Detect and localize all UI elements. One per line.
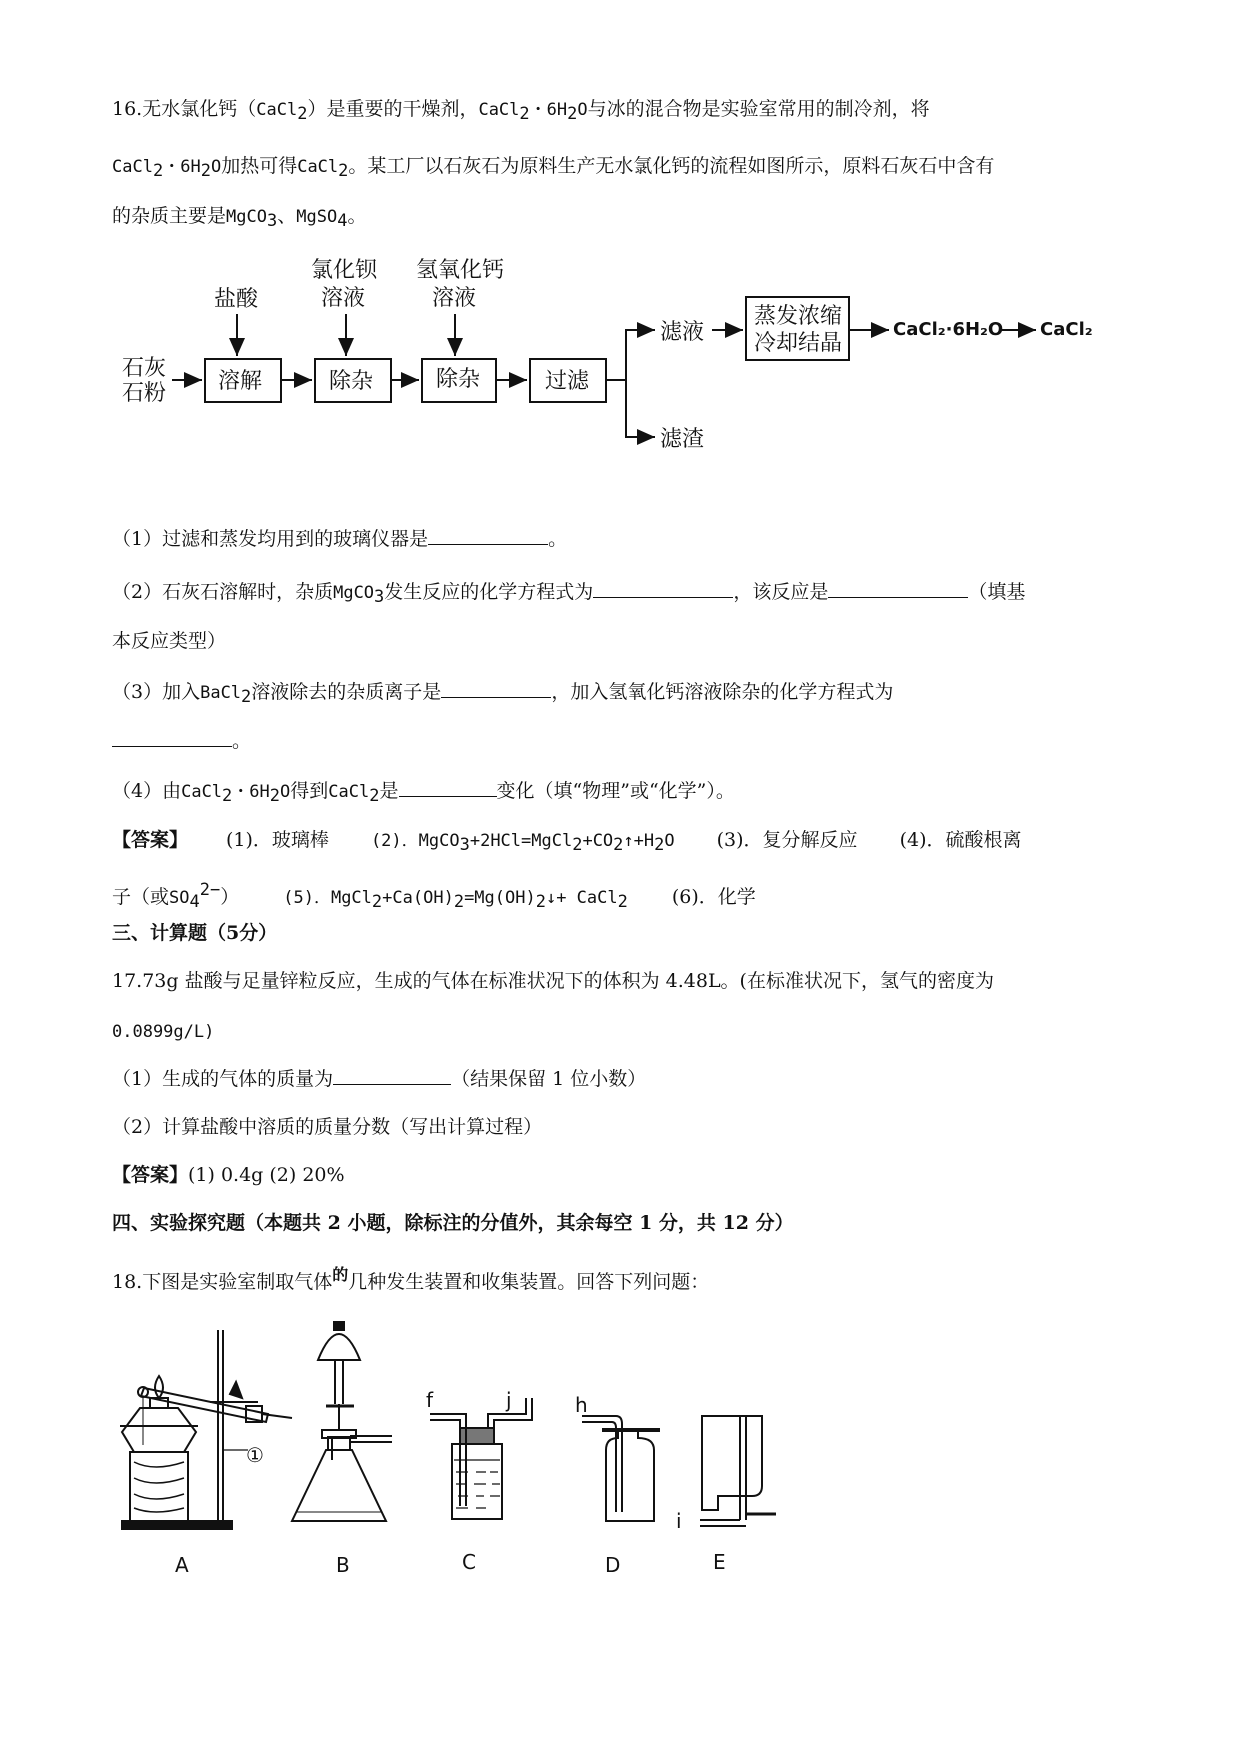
flow-residue-label: 滤渣	[660, 427, 705, 452]
flow-reagent-bacl2-2: 溶液	[321, 286, 366, 311]
q16-line-2: CaCl$_2$・$6H_2O$加热可得CaCl$_2$。某工厂以石灰石为原料生产无水氯化钙的流程如图所示，原料石灰石中含有	[112, 155, 995, 181]
apparatus-label-d: D	[605, 1553, 621, 1577]
flow-start-text-2: 石粉	[122, 381, 167, 406]
q17-part-2: （2）计算盐酸中溶质的质量分数（写出计算过程）	[112, 1116, 543, 1138]
flow-box-filter: 过滤	[545, 369, 590, 394]
flow-box-purify-2: 除杂	[436, 367, 481, 392]
section-3-title: 三、计算题（5分）	[112, 922, 278, 944]
apparatus-c	[430, 1398, 532, 1519]
apparatus-label-b: B	[336, 1553, 350, 1577]
flow-filtrate-label: 滤液	[660, 320, 705, 345]
answer-blank[interactable]	[428, 526, 548, 545]
answer-blank[interactable]	[593, 579, 733, 598]
q16-part-2a: （2）石灰石溶解时，杂质MgCO$_3$发生反应的化学方程式为 ，该反应是 （填基	[112, 581, 1026, 607]
answer-blank[interactable]	[828, 579, 968, 598]
flow-box-crystallize: 冷却结晶	[754, 331, 843, 356]
apparatus-label-a: A	[175, 1553, 189, 1577]
q17-line-2: 0.0899g/L)	[112, 1022, 215, 1042]
flow-box-dissolve: 溶解	[218, 369, 263, 394]
q16-line-3: 的杂质主要是MgCO$_3$、MgSO$_4$。	[112, 205, 367, 231]
answer-blank[interactable]	[441, 679, 551, 698]
section-4-title: 四、实验探究题（本题共 2 小题，除标注的分值外，其余每空 1 分，共 12 分）	[112, 1212, 794, 1234]
q16-line-1: 16.无水氯化钙（CaCl$_2$）是重要的干燥剂，CaCl$_2$・$6H_2O$与冰的混合物是实验室常用的制冷剂，将	[112, 98, 930, 124]
apparatus-label-e: E	[713, 1550, 726, 1574]
q16-part-2b: 本反应类型）	[112, 630, 227, 652]
apparatus-e	[700, 1416, 776, 1526]
tube-label-h: h	[575, 1393, 588, 1417]
apparatus-figure	[0, 1310, 1241, 1590]
q17-answer: 【答案】(1) 0.4g (2) 20%	[112, 1164, 345, 1186]
flow-reagent-hcl: 盐酸	[214, 287, 259, 312]
flow-box-evaporate: 蒸发浓缩	[754, 304, 843, 329]
answer-blank[interactable]	[399, 778, 497, 797]
flow-reagent-caoh2-2: 溶液	[432, 286, 477, 311]
q18-line-1: 18.下图是实验室制取气体$^的$几种发生装置和收集装置。回答下列问题：	[112, 1265, 710, 1293]
q16-part-4: （4）由CaCl$_2$・$6H_2O$得到CaCl$_2$是 变化（填“物理”或“化学”）。	[112, 780, 735, 806]
flow-start-text-1: 石灰	[122, 356, 167, 381]
apparatus-d	[582, 1416, 660, 1521]
answer-blank[interactable]	[112, 728, 232, 747]
tube-label-f: f	[426, 1388, 434, 1412]
answer-blank[interactable]	[333, 1066, 451, 1085]
q16-answer-line-1: 【答案】 (1)．玻璃棒 (2)．$MgCO_3+2HCl=MgCl_2+CO_2↑+H_2O$ (3)．复分解反应 (4)．硫酸根离	[112, 829, 1022, 855]
q16-part-1: （1）过滤和蒸发均用到的玻璃仪器是 。	[112, 528, 568, 550]
q17-part-1: （1）生成的气体的质量为 （结果保留 1 位小数）	[112, 1068, 647, 1090]
apparatus-a	[120, 1330, 292, 1529]
tube-label-i: i	[676, 1509, 682, 1533]
q16-answer-line-2: 子（或$SO_4^{2-}$） (5)．$MgCl_2+Ca(OH)_2=Mg(OH)_2↓+$ CaCl$_2$ (6)．化学	[112, 880, 756, 912]
q16-part-3b: 。	[112, 728, 251, 754]
flow-box-purify-1: 除杂	[329, 369, 374, 394]
apparatus-b	[292, 1322, 392, 1521]
flow-reagent-bacl2-1: 氯化钡	[311, 258, 378, 283]
q17-line-1: 17.73g 盐酸与足量锌粒反应，生成的气体在标准状况下的体积为 4.48L。(在标准状况下，氢气的密度为	[112, 970, 994, 992]
flow-product-hydrate: CaCl₂·6H₂O	[893, 319, 1004, 340]
apparatus-label-c: C	[462, 1550, 476, 1574]
flow-reagent-caoh2-1: 氢氧化钙	[416, 258, 505, 283]
q16-part-3a: （3）加入BaCl$_2$溶液除去的杂质离子是 ，加入氢氧化钙溶液除杂的化学方程式为	[112, 681, 894, 707]
flow-product-anhydrous: CaCl₂	[1040, 319, 1093, 340]
process-flow-diagram	[0, 250, 1241, 480]
tube-label-j: j	[506, 1388, 512, 1412]
apparatus-label-1: ①	[246, 1443, 264, 1467]
